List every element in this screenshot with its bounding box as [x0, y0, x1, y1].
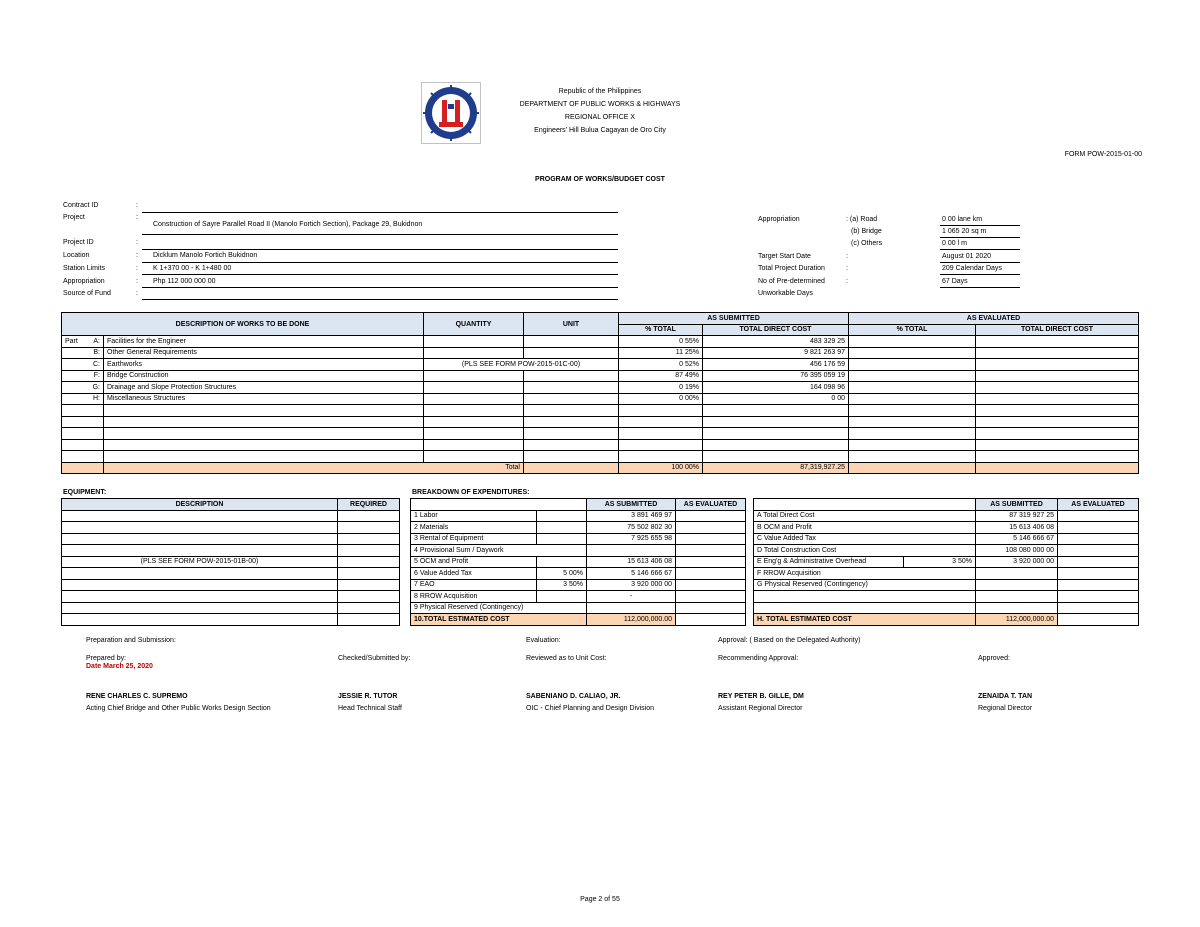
colon: :	[136, 278, 138, 285]
summary-label: E Eng'g & Administrative Overhead	[754, 556, 904, 568]
signatory-name: ZENAIDA T. TAN	[978, 693, 1033, 700]
total-blank	[62, 462, 104, 474]
table-row	[754, 510, 1139, 522]
eval-cost-cell	[976, 370, 1139, 382]
signatory-title: Acting Chief Bridge and Other Public Works Design Section	[86, 705, 271, 712]
qty-cell	[424, 382, 524, 394]
desc-cell: Facilities for the Engineer	[104, 336, 424, 348]
signatory-title: Regional Director	[978, 705, 1033, 712]
road-line	[940, 225, 1020, 226]
breakdown-total-value: 112,000,000.00	[587, 614, 676, 626]
direct-cost-eval-header: TOTAL DIRECT COST	[976, 324, 1139, 336]
equipment-title: EQUIPMENT:	[63, 489, 107, 496]
breakdown-total-row	[411, 614, 746, 626]
works-table	[61, 312, 1139, 474]
start-date-label: Target Start Date	[758, 253, 811, 260]
pct-cell: 0 19%	[619, 382, 703, 394]
table-row	[411, 568, 746, 580]
desc-cell: Other General Requirements	[104, 347, 424, 359]
table-row	[411, 533, 746, 545]
start-date-value: August 01 2020	[942, 253, 992, 260]
total-label: Total	[104, 462, 524, 474]
approved-label: Approved:	[978, 655, 1010, 662]
table-row	[754, 556, 1139, 568]
table-row	[62, 347, 1139, 359]
part-letter: A:	[93, 337, 100, 345]
appropriation-label: Appropriation	[63, 278, 105, 285]
table-row	[62, 602, 400, 614]
form-number: FORM POW-2015-01-00	[1064, 151, 1142, 158]
table-row	[411, 602, 746, 614]
pct-total-header: % TOTAL	[619, 324, 703, 336]
signatory-name: SABENIANO D. CALIAO, JR.	[526, 693, 621, 700]
colon: :	[136, 202, 138, 209]
station-limits-label: Station Limits	[63, 265, 106, 272]
pct-total-eval-header: % TOTAL	[849, 324, 976, 336]
part-letter: H:	[62, 393, 104, 405]
breakdown-label: 3 Rental of Equipment	[411, 533, 537, 545]
pct-cell: 0 00%	[619, 393, 703, 405]
empty-row	[62, 405, 1139, 417]
project-value: Construction of Sayre Parallel Road II (Manolo Fortich Section), Package 29, Bukidnon	[153, 221, 423, 228]
pct-cell: 11 25%	[619, 347, 703, 359]
breakdown-total-label: 10.TOTAL ESTIMATED COST	[411, 614, 587, 626]
summary-label: F RROW Acquisition	[754, 568, 976, 580]
breakdown-pct	[537, 556, 587, 568]
breakdown-pct	[537, 533, 587, 545]
equipment-note: (PLS SEE FORM POW-2015-01B-00)	[62, 556, 338, 568]
breakdown-label: 5 OCM and Profit	[411, 556, 537, 568]
summary-value: 3 920 000 00	[976, 556, 1058, 568]
table-row	[754, 591, 1139, 603]
eval-pct-cell	[849, 393, 976, 405]
reviewed-by-label: Reviewed as to Unit Cost:	[526, 655, 607, 662]
col-quantity-header: QUANTITY	[424, 313, 524, 336]
bridge-line	[940, 237, 1020, 238]
unit-cell	[524, 382, 619, 394]
approval-header: Approval: ( Based on the Delegated Authority)	[718, 637, 861, 644]
breakdown-value: -	[587, 591, 676, 603]
header-department: DEPARTMENT OF PUBLIC WORKS & HIGHWAYS	[519, 101, 681, 108]
eval-cost-cell	[976, 359, 1139, 371]
part-cell	[62, 336, 104, 348]
breakdown-pct	[537, 591, 587, 603]
unit-cell	[524, 347, 619, 359]
table-row	[411, 556, 746, 568]
appropriation-right-label: Appropriation	[758, 216, 800, 223]
source-of-fund-label: Source of Fund	[63, 290, 111, 297]
predetermined-line	[940, 287, 1020, 288]
signatory-name: JESSIE R. TUTOR	[338, 693, 398, 700]
colon: :	[136, 214, 138, 221]
unit-cell	[524, 370, 619, 382]
breakdown-value: 5 146 666 67	[587, 568, 676, 580]
table-row	[754, 568, 1139, 580]
station-limits-value: K 1+370 00 - K 1+480 00	[153, 265, 232, 272]
preparation-header: Preparation and Submission:	[86, 637, 176, 644]
signatory-name: REY PETER B. GILLE, DM	[718, 693, 804, 700]
contract-id-label: Contract ID	[63, 202, 99, 209]
page-title: PROGRAM OF WORKS/BUDGET COST	[535, 176, 665, 183]
project-id-line	[142, 249, 618, 250]
summary-value: 108 080 000 00	[976, 545, 1058, 557]
table-row	[62, 510, 400, 522]
cost-cell: 0 00	[703, 393, 849, 405]
cost-cell: 483 329 25	[703, 336, 849, 348]
summary-label: A Total Direct Cost	[754, 510, 976, 522]
evaluation-header: Evaluation:	[526, 637, 561, 644]
breakdown-evaluated-header: AS EVALUATED	[676, 499, 746, 511]
page-number: Page 2 of 55	[580, 896, 620, 903]
equipment-description-header: DESCRIPTION	[62, 499, 338, 511]
table-row	[62, 568, 400, 580]
summary-total-value: 112,000,000.00	[976, 614, 1058, 626]
table-row	[411, 591, 746, 603]
as-submitted-header: AS SUBMITTED	[619, 313, 849, 325]
header-republic: Republic of the Philippines	[558, 88, 642, 95]
colon: :	[846, 265, 848, 272]
equipment-table	[61, 498, 400, 626]
eval-cost-cell	[976, 382, 1139, 394]
breakdown-value: 3 920 000 00	[587, 579, 676, 591]
duration-line	[940, 274, 1020, 275]
station-limits-line	[142, 274, 618, 275]
duration-value: 209 Calendar Days	[942, 265, 1002, 272]
table-row	[754, 522, 1139, 534]
qty-cell	[424, 347, 524, 359]
road-label: : (a) Road	[846, 216, 878, 223]
summary-total-row	[754, 614, 1139, 626]
signatory-title: OIC - Chief Planning and Design Division	[526, 705, 655, 712]
signatory-title: Assistant Regional Director	[718, 705, 803, 712]
unit-cell	[524, 393, 619, 405]
pct-cell: 87 49%	[619, 370, 703, 382]
table-row	[62, 579, 400, 591]
eval-pct-cell	[849, 347, 976, 359]
qty-note-cell: (PLS SEE FORM POW-2015-01C-00)	[424, 359, 619, 371]
breakdown-value: 3 891 469 97	[587, 510, 676, 522]
pct-cell: 0 55%	[619, 336, 703, 348]
unit-cell	[524, 336, 619, 348]
source-of-fund-line	[142, 299, 618, 300]
qty-cell	[424, 393, 524, 405]
table-row	[62, 393, 1139, 405]
breakdown-label: 7 EAO	[411, 579, 537, 591]
table-row	[62, 614, 400, 626]
as-evaluated-header: AS EVALUATED	[849, 313, 1139, 325]
others-value: 0 00 l m	[942, 240, 967, 247]
eval-pct-cell	[849, 359, 976, 371]
table-row	[754, 533, 1139, 545]
eval-cost-cell	[976, 393, 1139, 405]
table-row	[62, 545, 400, 557]
total-row	[62, 462, 1139, 474]
summary-label: C Value Added Tax	[754, 533, 976, 545]
pct-cell: 0 52%	[619, 359, 703, 371]
others-label: (c) Others	[851, 240, 883, 247]
part-letter: B:	[62, 347, 104, 359]
summary-submitted-header: AS SUBMITTED	[976, 499, 1058, 511]
empty-row	[62, 416, 1139, 428]
breakdown-label: 1 Labor	[411, 510, 537, 522]
header-regional-office: REGIONAL OFFICE X	[564, 114, 636, 121]
header-address: Engineers' Hill Bulua Cagayan de Oro City	[534, 127, 666, 134]
table-row	[411, 510, 746, 522]
breakdown-pct	[537, 522, 587, 534]
summary-pct: 3 50%	[904, 556, 976, 568]
total-eval-pct	[849, 462, 976, 474]
table-row	[62, 336, 1139, 348]
table-row	[411, 522, 746, 534]
breakdown-value: 75 502 802 30	[587, 522, 676, 534]
breakdown-pct: 3 50%	[537, 579, 587, 591]
table-row	[62, 382, 1139, 394]
eval-pct-cell	[849, 382, 976, 394]
colon: :	[136, 265, 138, 272]
empty-row	[62, 428, 1139, 440]
table-row	[411, 545, 746, 557]
cost-cell: 9 821 263 97	[703, 347, 849, 359]
prepared-by-label: Prepared by:	[86, 655, 127, 662]
summary-label: B OCM and Profit	[754, 522, 976, 534]
location-line	[142, 262, 618, 263]
bridge-value: 1 065 20 sq m	[942, 228, 987, 235]
summary-evaluated-header: AS EVALUATED	[1058, 499, 1139, 511]
eval-pct-cell	[849, 370, 976, 382]
breakdown-label: 4 Provisional Sum / Daywork	[411, 545, 587, 557]
part-letter: C:	[62, 359, 104, 371]
breakdown-label: 9 Physical Reserved (Contingency)	[411, 602, 587, 614]
direct-cost-header: TOTAL DIRECT COST	[703, 324, 849, 336]
contract-id-line	[142, 212, 618, 213]
breakdown-right-table	[753, 498, 1139, 626]
colon: :	[136, 252, 138, 259]
total-pct: 100 00%	[619, 462, 703, 474]
part-letter: G:	[62, 382, 104, 394]
qty-cell	[424, 336, 524, 348]
desc-cell: Earthworks	[104, 359, 424, 371]
predetermined-label: No of Pre-determined	[758, 278, 825, 285]
breakdown-pct	[537, 510, 587, 522]
project-id-label: Project ID	[63, 239, 94, 246]
breakdown-value: 15 613 406 08	[587, 556, 676, 568]
appropriation-value: Php 112 000 000 00	[153, 278, 216, 285]
empty-row	[62, 439, 1139, 451]
cost-cell: 76 395 059 19	[703, 370, 849, 382]
signatory-name: RENE CHARLES C. SUPREMO	[86, 693, 188, 700]
breakdown-title: BREAKDOWN OF EXPENDITURES:	[412, 489, 530, 496]
project-line	[142, 234, 618, 235]
checked-by-label: Checked/Submitted by:	[338, 655, 411, 662]
breakdown-left-table	[410, 498, 746, 626]
breakdown-label: 2 Materials	[411, 522, 537, 534]
summary-value	[976, 579, 1058, 591]
empty-row	[62, 451, 1139, 463]
summary-value	[976, 568, 1058, 580]
breakdown-label: 6 Value Added Tax	[411, 568, 537, 580]
eval-pct-cell	[849, 336, 976, 348]
col-description-header: DESCRIPTION OF WORKS TO BE DONE	[62, 313, 424, 336]
colon: :	[846, 278, 848, 285]
table-row	[62, 522, 400, 534]
unworkable-label: Unworkable Days	[758, 290, 813, 297]
summary-label: G Physical Reserved (Contingency)	[754, 579, 976, 591]
signatory-title: Head Technical Staff	[338, 705, 402, 712]
summary-label: D Total Construction Cost	[754, 545, 976, 557]
desc-cell: Drainage and Slope Protection Structures	[104, 382, 424, 394]
part-label: Part	[65, 337, 78, 345]
location-label: Location	[63, 252, 90, 259]
colon: :	[136, 290, 138, 297]
recommending-label: Recommending Approval:	[718, 655, 799, 662]
breakdown-value	[587, 602, 676, 614]
colon: :	[846, 253, 848, 260]
bridge-label: (b) Bridge	[851, 228, 882, 235]
part-letter: F:	[62, 370, 104, 382]
project-label: Project	[63, 214, 85, 221]
table-row	[62, 533, 400, 545]
table-row	[754, 579, 1139, 591]
table-row	[62, 370, 1139, 382]
eval-cost-cell	[976, 336, 1139, 348]
table-row	[754, 602, 1139, 614]
summary-value: 15 613 406 08	[976, 522, 1058, 534]
summary-total-label: H. TOTAL ESTIMATED COST	[754, 614, 976, 626]
date-label: Date March 25, 2020	[86, 663, 153, 670]
desc-cell: Miscellaneous Structures	[104, 393, 424, 405]
breakdown-label: 8 RROW Acquisition	[411, 591, 537, 603]
total-cost: 87,319,927.25	[703, 462, 849, 474]
total-unit-blank	[524, 462, 619, 474]
summary-value: 5 146 666 67	[976, 533, 1058, 545]
predetermined-value: 67 Days	[942, 278, 968, 285]
breakdown-value: 7 925 655 98	[587, 533, 676, 545]
road-value: 0 00 lane km	[942, 216, 983, 223]
appropriation-line	[142, 287, 618, 288]
duration-label: Total Project Duration	[758, 265, 825, 272]
summary-value: 87 319 927 25	[976, 510, 1058, 522]
cost-cell: 164 098 96	[703, 382, 849, 394]
others-line	[940, 249, 1020, 250]
table-row	[754, 545, 1139, 557]
col-unit-header: UNIT	[524, 313, 619, 336]
table-row	[62, 359, 1139, 371]
breakdown-pct: 5 00%	[537, 568, 587, 580]
breakdown-value	[587, 545, 676, 557]
location-value: Dicklum Manolo Fortich Bukidnon	[153, 252, 258, 259]
cost-cell: 456 176 59	[703, 359, 849, 371]
eval-cost-cell	[976, 347, 1139, 359]
table-row	[62, 591, 400, 603]
table-row	[411, 579, 746, 591]
qty-cell	[424, 370, 524, 382]
equipment-required-header: REQUIRED	[338, 499, 400, 511]
start-date-line	[940, 262, 1020, 263]
breakdown-submitted-header: AS SUBMITTED	[587, 499, 676, 511]
total-eval-cost	[976, 462, 1139, 474]
table-row	[62, 556, 400, 568]
colon: :	[136, 239, 138, 246]
desc-cell: Bridge Construction	[104, 370, 424, 382]
